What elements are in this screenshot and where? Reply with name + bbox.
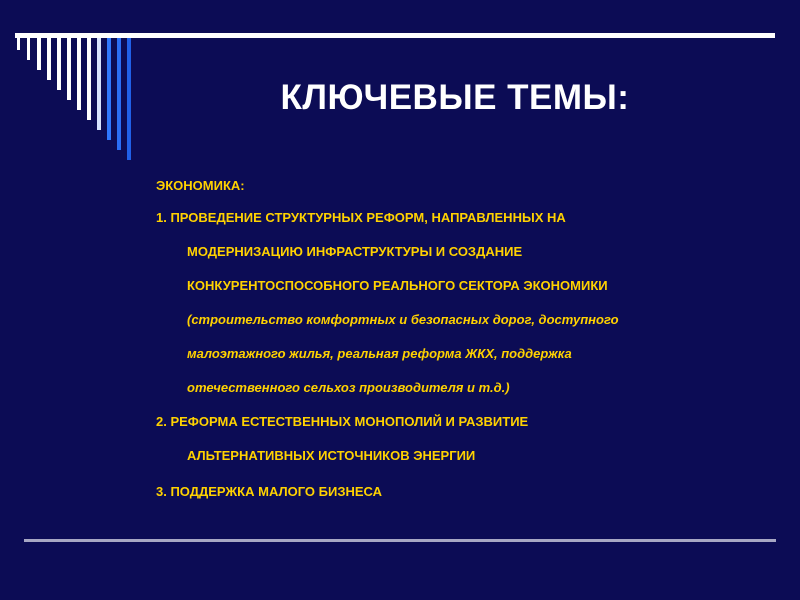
item-2-line-2: АЛЬТЕРНАТИВНЫХ ИСТОЧНИКОВ ЭНЕРГИИ (187, 448, 476, 463)
decor-bar (57, 38, 61, 90)
item-1-line-2: МОДЕРНИЗАЦИЮ ИНФРАСТРУКТУРЫ И СОЗДАНИЕ (187, 244, 523, 259)
decor-bar (37, 38, 41, 70)
decor-bar (107, 38, 111, 140)
decor-bar (27, 38, 30, 60)
item-1-line-6: отечественного сельхоз производителя и т.д.) (187, 380, 510, 395)
decor-bar (67, 38, 71, 100)
decor-bar (87, 38, 91, 120)
item-2-line-1: 2. РЕФОРМА ЕСТЕСТВЕННЫХ МОНОПОЛИЙ И РАЗВИТИЕ (156, 414, 529, 429)
top-divider (15, 33, 775, 38)
decorative-bars (0, 0, 140, 170)
decor-bar (47, 38, 51, 80)
item-3-line-1: 3. ПОДДЕРЖКА МАЛОГО БИЗНЕСА (156, 484, 382, 499)
decor-bar (117, 38, 121, 150)
decor-bar (97, 38, 101, 130)
item-1-line-5: малоэтажного жилья, реальная реформа ЖКХ, поддержка (187, 346, 572, 361)
decor-bar (127, 38, 131, 160)
item-1-line-3: КОНКУРЕНТОСПОСОБНОГО РЕАЛЬНОГО СЕКТОРА ЭКОНОМИКИ (187, 278, 608, 293)
section-heading: ЭКОНОМИКА: (156, 178, 245, 193)
decor-bar (77, 38, 81, 110)
item-1-line-1: 1. ПРОВЕДЕНИЕ СТРУКТУРНЫХ РЕФОРМ, НАПРАВЛЕННЫХ НА (156, 210, 566, 225)
decor-bar (17, 38, 20, 50)
item-1-line-4: (строительство комфортных и безопасных дорог, доступного (187, 312, 619, 327)
slide-title: КЛЮЧЕВЫЕ ТЕМЫ: (280, 78, 630, 117)
bottom-divider (24, 539, 776, 542)
